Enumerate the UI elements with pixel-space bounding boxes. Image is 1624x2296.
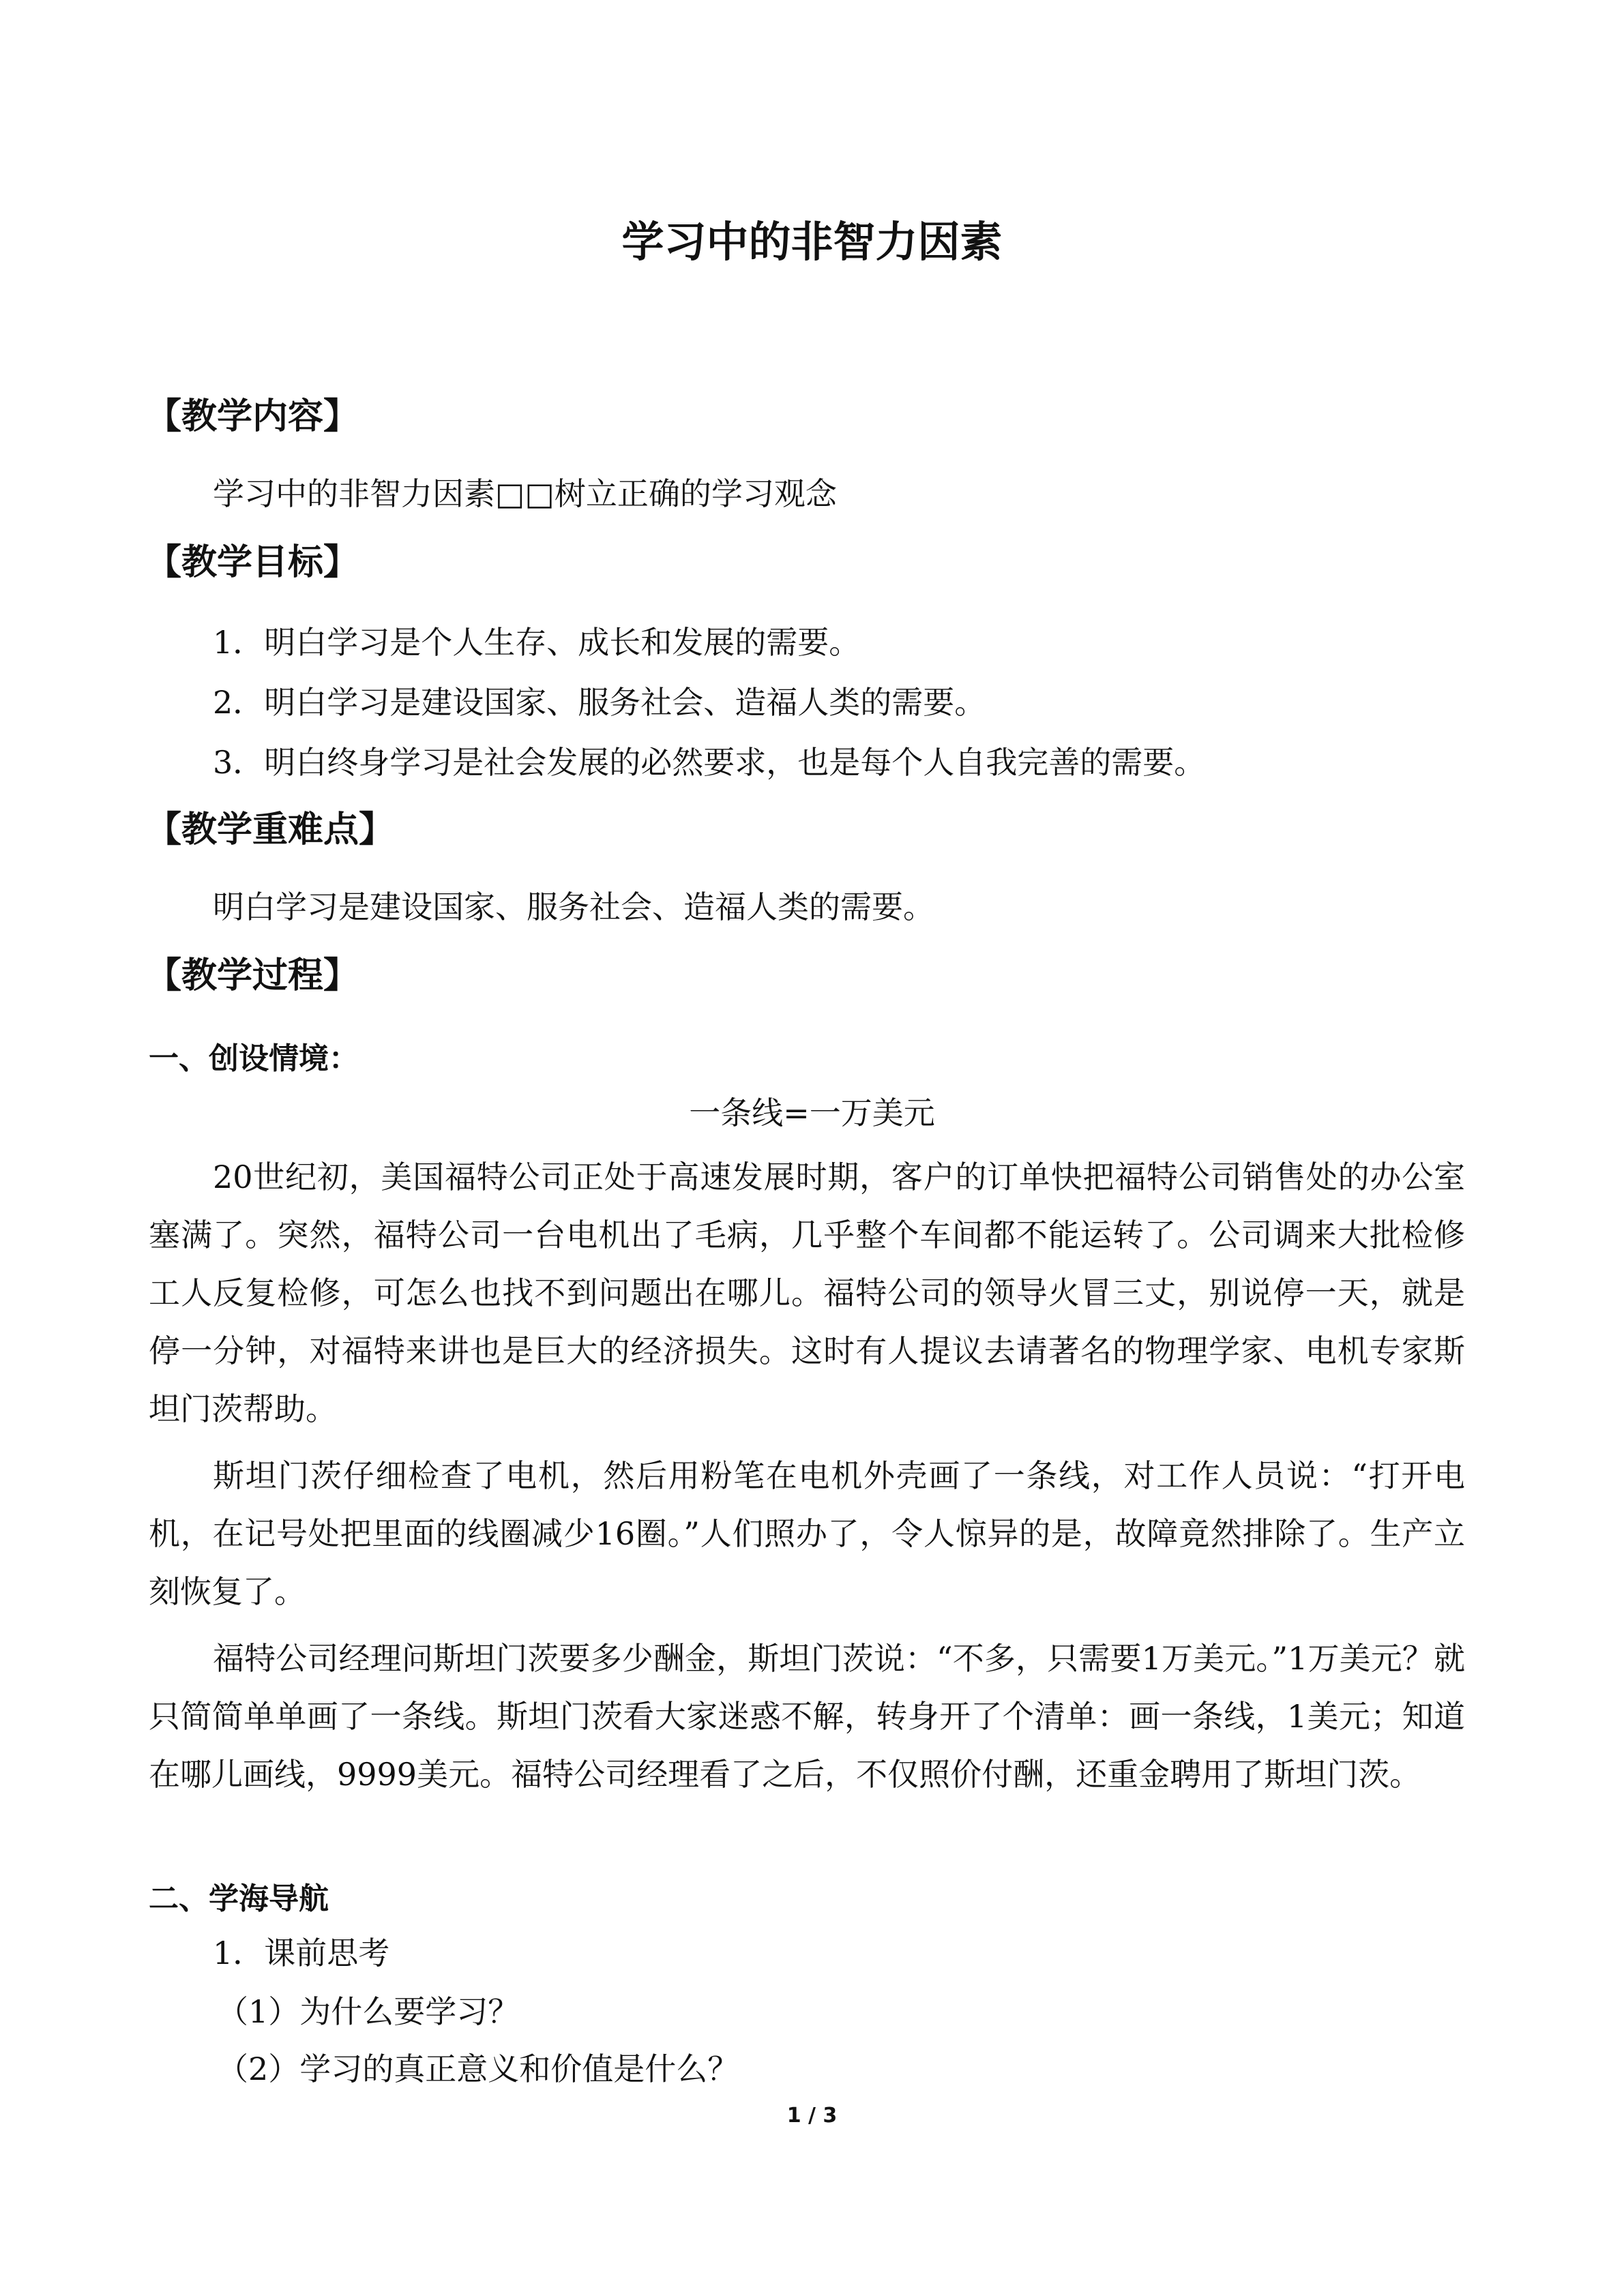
- part1-heading: 一、创设情境：: [149, 1041, 359, 1076]
- question-1: （1）为什么要学习？: [217, 1993, 520, 2030]
- goal-item-2: 2．明白学习是建设国家、服务社会、造福人类的需要。: [213, 684, 986, 721]
- story-paragraph-2: 斯坦门茨仔细检查了电机，然后用粉笔在电机外壳画了一条线，对工作人员说：“打开电机，在记号处把里面的线圈减少16圈。”人们照办了，令人惊异的是，故障竟然排除了。生产立刻恢复了。: [149, 1457, 1465, 1610]
- page-number: 1 / 3: [786, 2104, 838, 2128]
- story-paragraph-3: 福特公司经理问斯坦门茨要多少酬金，斯坦门茨说：“不多，只需要1万美元。”1万美元？就只简简单单画了一条线。斯坦门茨看大家迷惑不解，转身开了个清单：画一条线，1美元；知道在哪儿画线，9999美元。福特公司经理看了之后，不仅照价付酬，还重金聘用了斯坦门茨。: [149, 1640, 1465, 1793]
- section-heading-content: 【教学内容】: [146, 396, 359, 437]
- goal-item-3: 3．明白终身学习是社会发展的必然要求，也是每个人自我完善的需要。: [213, 744, 1206, 781]
- goal-item-1: 1．明白学习是个人生存、成长和发展的需要。: [213, 624, 861, 661]
- pre-class-thinking: 1．课前思考: [213, 1935, 390, 1971]
- story-title: 一条线=一万美元: [689, 1094, 935, 1131]
- part2-heading: 二、学海导航: [149, 1881, 329, 1916]
- key-points-text: 明白学习是建设国家、服务社会、造福人类的需要。: [213, 889, 934, 925]
- story-paragraph-1: 20世纪初，美国福特公司正处于高速发展时期，客户的订单快把福特公司销售处的办公室塞满了。突然，福特公司一台电机出了毛病，几乎整个车间都不能运转了。公司调来大批检修工人反复检修，可怎么也找不到问题出在哪儿。福特公司的领导火冒三丈，别说停一天，就是停一分钟，对福特来讲也是巨大的经济损失。这时有人提议去请著名的物理学家、电机专家斯坦门茨帮助。: [149, 1159, 1465, 1427]
- section-heading-key-points: 【教学重难点】: [146, 809, 395, 850]
- section-heading-process: 【教学过程】: [146, 955, 359, 996]
- content-text: 学习中的非智力因素□□树立正确的学习观念: [213, 475, 837, 512]
- question-2: （2）学习的真正意义和价值是什么？: [217, 2051, 739, 2087]
- section-heading-goals: 【教学目标】: [146, 542, 359, 583]
- page-title: 学习中的非智力因素: [621, 217, 1003, 267]
